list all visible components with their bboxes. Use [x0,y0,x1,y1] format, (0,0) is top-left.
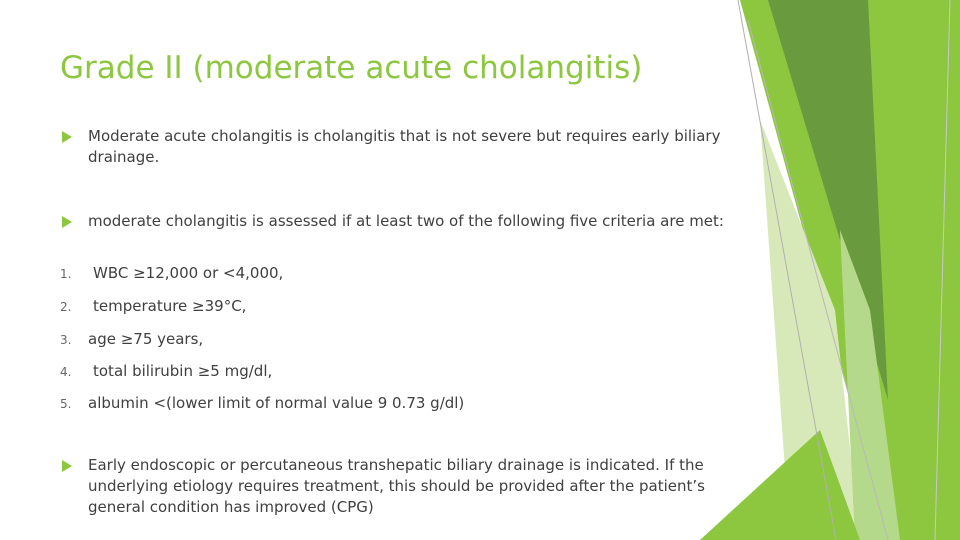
bullet-arrow-icon [62,216,72,228]
slide-title: Grade II (moderate acute cholangitis) [60,50,643,86]
bullet-arrow-icon [62,131,72,143]
bullet-arrow-icon [62,460,72,472]
